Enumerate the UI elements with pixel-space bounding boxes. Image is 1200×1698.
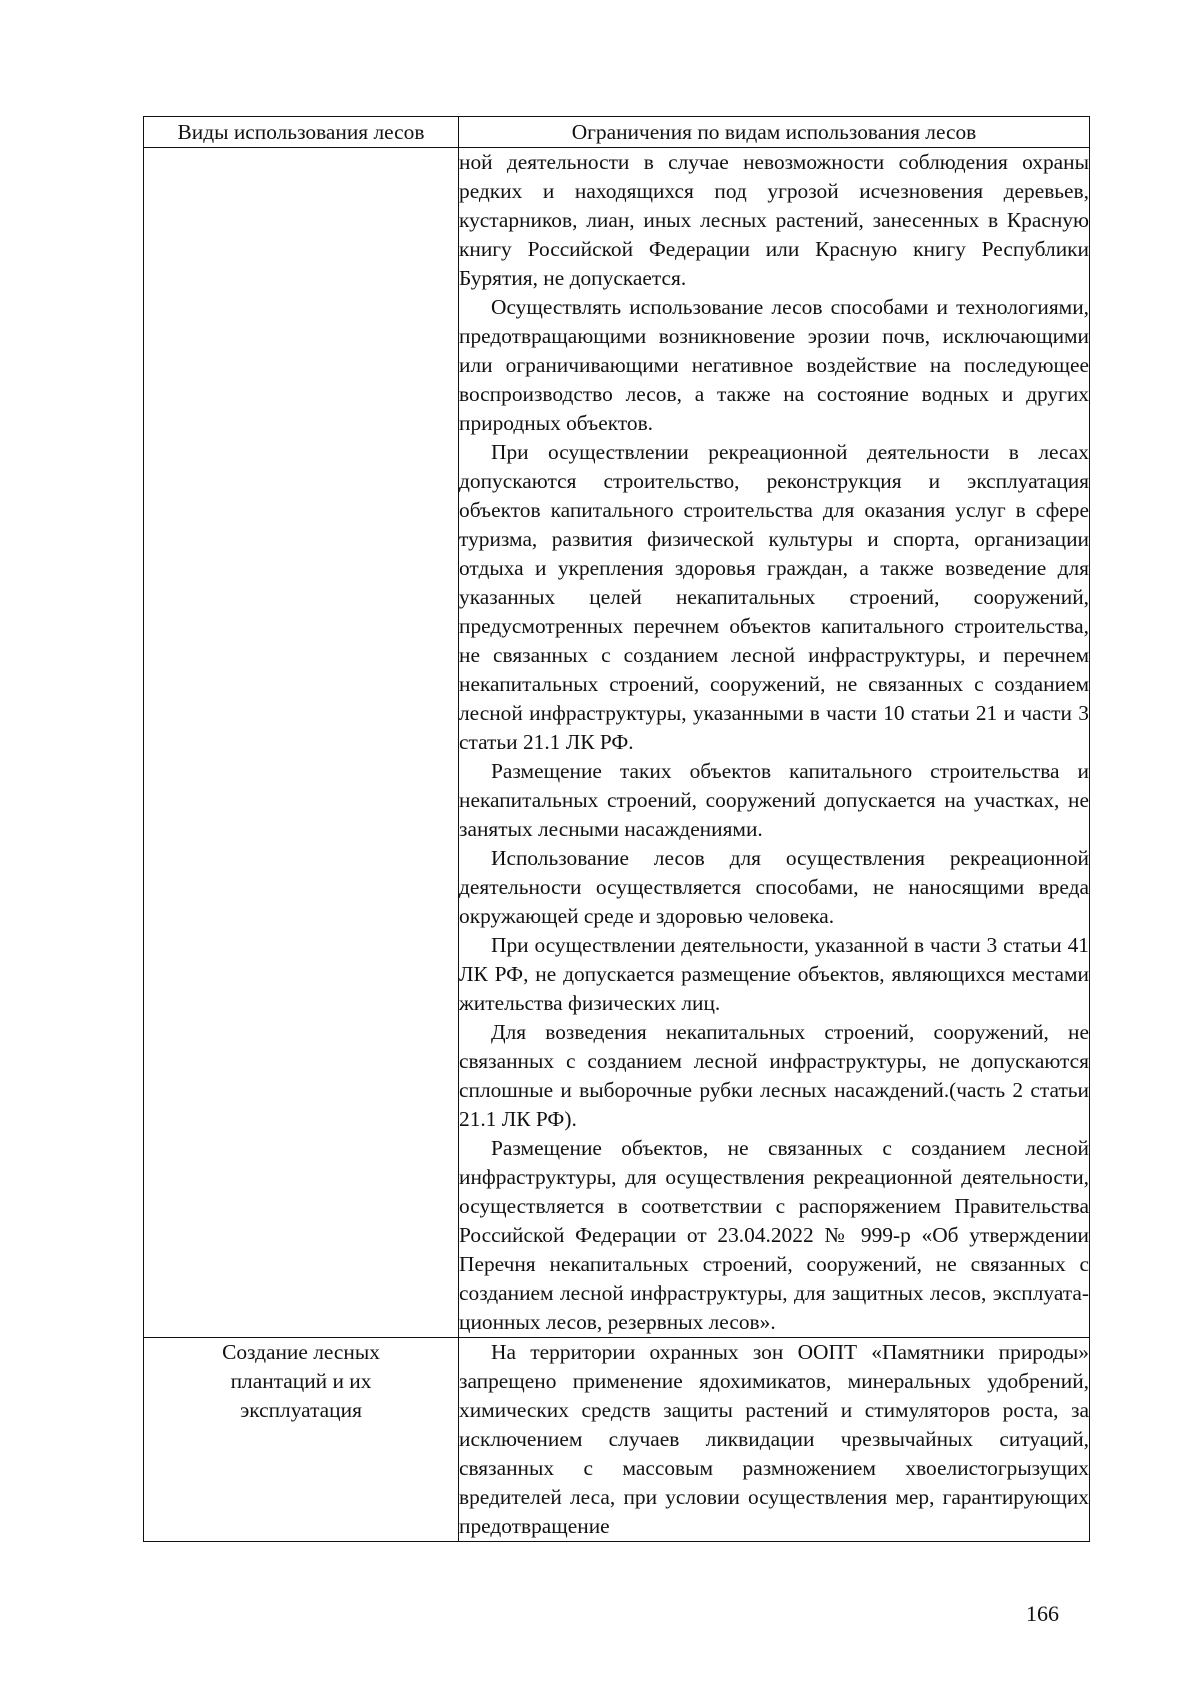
- row-1-use-type: [144, 148, 459, 1338]
- use-type-label-line: Создание лесных: [222, 1340, 380, 1364]
- use-type-label-line: эксплуатация: [240, 1398, 362, 1422]
- table-row: [144, 148, 1090, 1338]
- restriction-paragraph: Для возведения некапитальных строений, сооружений, не связанных с созданием лесной инфраструктуры, не допускаются сплошные и выборочные рубки лесных насаждений.(часть 2 статьи 21.1 ЛК РФ).: [459, 1020, 1089, 1131]
- restriction-paragraph: На территории охранных зон ООПТ «Памятники природы» запрещено применение ядохимикатов, минеральных удобрений, химических средств защиты растений и стимуляторов роста, за исключением случаев ликвидации чрезвычайных ситуаций, связанных с массовым размножением хвоелистогрызущих вредителей леса, при условии осуществления мер, гарантирующих предотвращение: [459, 1340, 1089, 1538]
- header-restrictions: Ограничения по видам использования лесов: [459, 117, 1090, 148]
- restriction-paragraph: Размещение таких объектов капитального строительства и некапитальных строений, сооружений допускается на участках, не занятых лесными насаждениями.: [459, 759, 1089, 841]
- use-type-label-line: плантаций и их: [230, 1369, 372, 1393]
- restriction-paragraph: Размещение объектов, не связанных с созданием лесной инфраструктуры, для осуществления рекреационной деятельности, осуществляется в соответствии с распоряжением Правительства Российской Федерации от 23.04.2022 № 999-р «Об утверждении Перечня некапитальных строений, сооружений, не связанных с созданием лесной инфраструктуры, для защитных лесов, эксплуатационных лесов, резервных лесов».: [459, 1136, 1089, 1334]
- forest-use-restrictions-table: [143, 116, 1090, 1542]
- restriction-paragraph: Использование лесов для осуществления рекреационной деятельности осуществляется способами, не наносящими вреда окружающей среде и здоровью человека.: [459, 846, 1089, 928]
- restriction-paragraph: Осуществлять использование лесов способами и технологиями, предотвращающими возникновение эрозии почв, исключающими или ограничивающими негативное воздействие на последующее воспроизводство лесов, а также на состояние водных и других природных объектов.: [459, 295, 1089, 435]
- restriction-paragraph: При осуществлении рекреационной деятельности в лесах допускаются строительство, реконструкция и эксплуатация объектов капитального строительства для оказания услуг в сфере туризма, развития физической культуры и спорта, организации отдыха и укрепления здоровья граждан, а также возведение для указанных целей некапитальных строений, сооружений, предусмотренных перечнем объектов капитального строительства, не связанных с созданием лесной инфраструктуры, и перечнем некапитальных строений, сооружений, не связанных с созданием лесной инфраструктуры, указанными в части 10 статьи 21 и части 3 статьи 21.1 ЛК РФ.: [459, 440, 1089, 754]
- restriction-paragraph: При осуществлении деятельности, указанной в части 3 статьи 41 ЛК РФ, не допускается размещение объектов, являющихся местами жительства физических лиц.: [459, 933, 1089, 1015]
- row-2-use-type: [144, 1338, 459, 1542]
- page-number: 166: [1026, 1601, 1059, 1626]
- restriction-paragraph: ной деятельности в случае невозможности соблюдения охраны редких и находящихся под угрозой исчезновения деревьев, кустарников, лиан, иных лесных растений, занесенных в Красную книгу Российской Федерации или Красную книгу Республики Бурятия, не допускается.: [459, 150, 1089, 290]
- table-header-row: [144, 117, 1090, 148]
- header-forest-use-types: Виды использования лесов: [144, 117, 459, 148]
- row-1-restrictions: [459, 148, 1090, 1338]
- table-row: [144, 1338, 1090, 1542]
- row-2-restrictions: [459, 1338, 1090, 1542]
